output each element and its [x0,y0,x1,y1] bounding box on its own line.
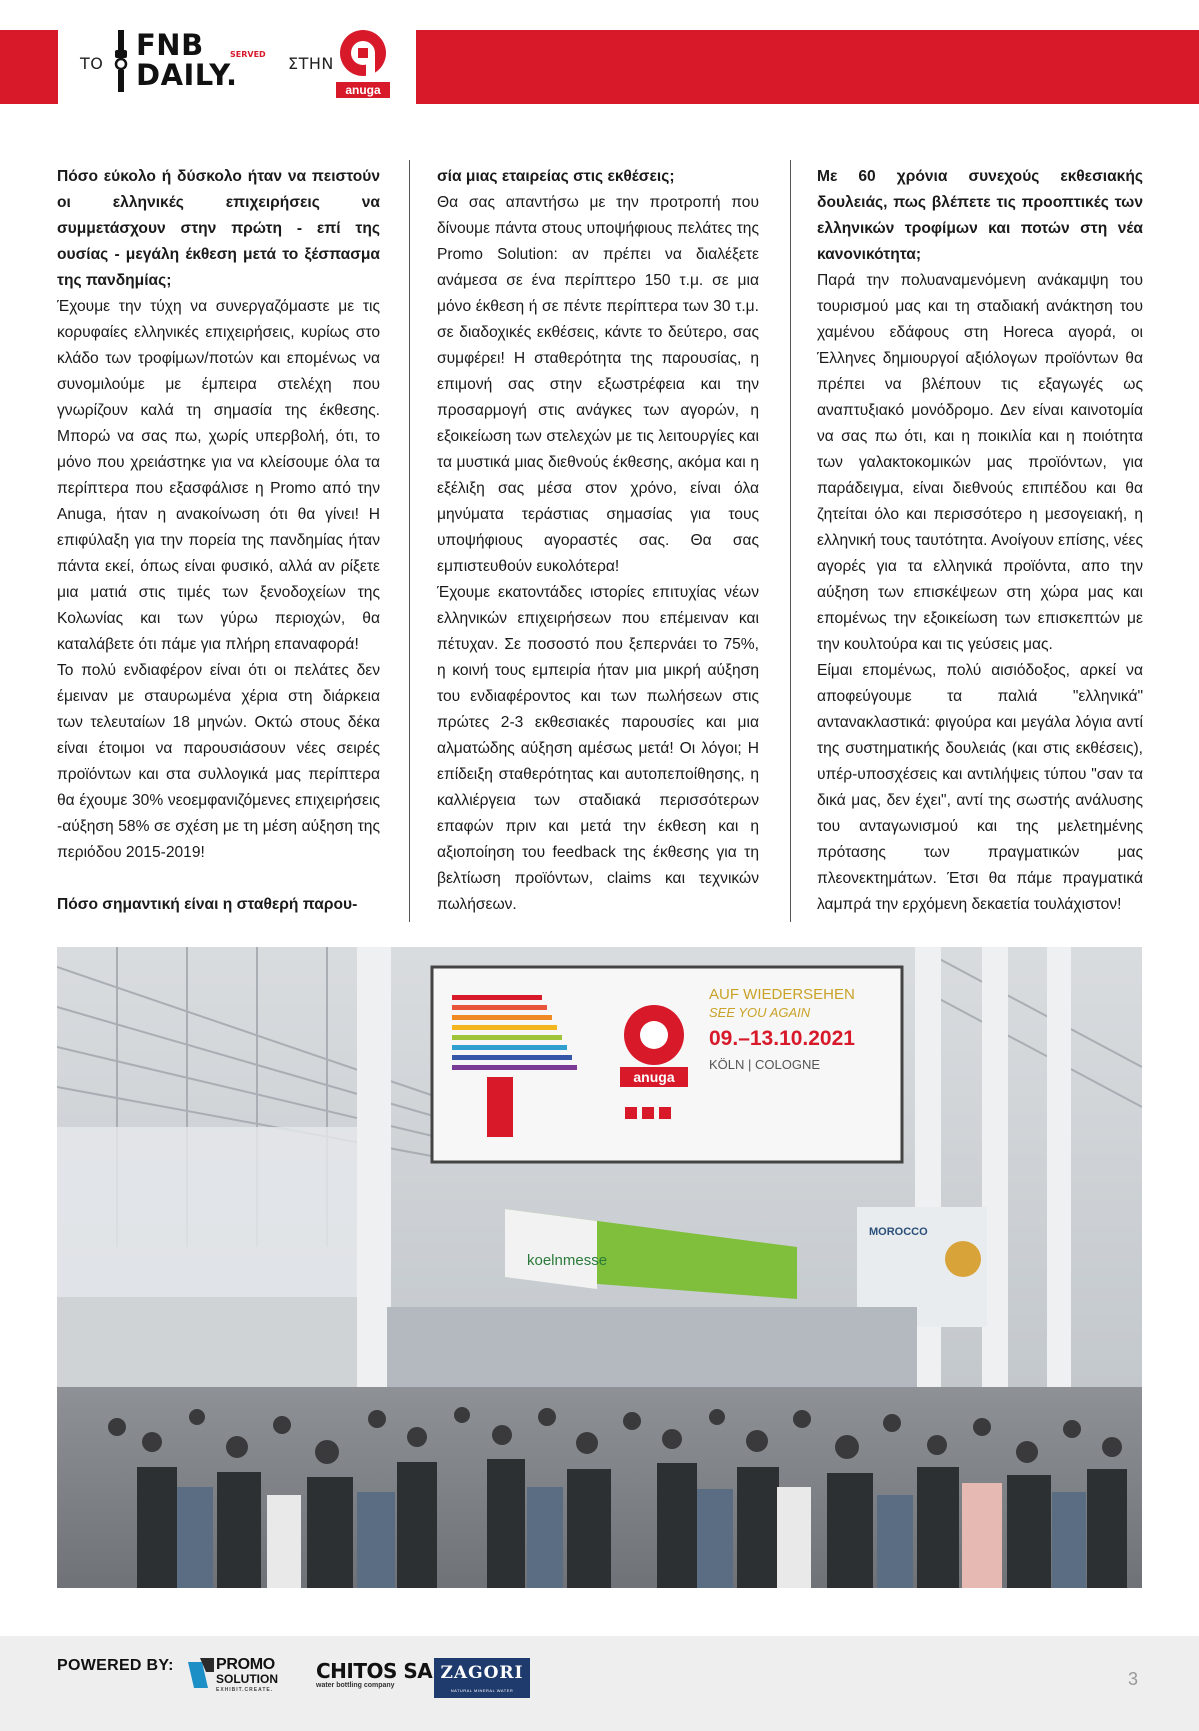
chitos-name: CHITOS SA [316,1659,433,1683]
banner-text: koelnmesse [527,1252,608,1269]
zagori-name: ZAGORI [440,1663,524,1683]
column-divider [409,160,410,922]
interview-question: σία μιας εταιρείας στις εκθέσεις; [437,168,675,185]
interview-answer: Είμαι επομένως, πολύ αισιόδοξος, αρκεί να αποφεύγουμε τα παλιά "ελληνικά" αντανακλαστικά: φιγούρα και μεγάλα λόγια αντί της συστηματικής δουλειάς (και στις εκθέσεις), υπέρ-υποσχέσεις και αντιλήψεις τύπου "σαν τα δικά μας, δεν έχει", αντί της σωστής ανάλυσης του ανταγωνισμού και της μελετημένης πρότασης των πραγματικών μας πλεονεκτημάτων. Έτσι θα πάμε πραγματικά λαμπρά την ερχόμενη δεκαετία τουλάχιστον! [817,662,1143,913]
interview-answer: Έχουμε εκατοντάδες ιστορίες επιτυχίας νέων ελληνικών επιχειρήσεων που επέμειναν και πέτυχαν. Σε ποσοστό που ξεπερνάει το 75%, η κοινή τους εμπειρία ήταν μια μικρή αύξηση του ενδιαφέροντος και των πωλήσεων στις πρώτες 2-3 εκθεσιακές παρουσίες και μια αλματώδης αύξηση αμέσως μετά! Οι λόγοι; Η επίδειξη σταθερότητας και αυτοπεποίθησης, η καλλιέργεια των σταδιακά περισσότερων επαφών πριν και μετά την έκθεση και η αξιοποίηση του feedback της έκθεσης για τη βελτίωση προϊόντων, claims και τεχνικών πωλήσεων. [437,584,759,913]
interview-question: Πόσο εύκολο ή δύσκολο ήταν να πειστούν οι ελληνικές επιχειρήσεις να συμμετάσχουν στην πρώτη - επί της ουσίας - μεγάλη έκθεση μετά το ξέσπασμα της πανδημίας; [57,168,380,289]
promo-line-1: PROMO [216,1656,275,1673]
booth-sign: MOROCCO [869,1226,928,1238]
chitos-logo [316,1660,432,1690]
brand-line-2: DAILY. [136,58,238,92]
zagori-logo [434,1658,530,1698]
paragraph-gap [57,866,380,892]
billboard-logo-text: anuga [633,1069,675,1085]
brand-tag: SERVED [230,50,266,59]
promo-tag: EXHIBIT.CREATE. [216,1687,274,1693]
interview-answer: Θα σας απαντήσω με την προτροπή που δίνουμε πάντα στους υποψήφιους πελάτες της Promo Solution: αν πρέπει να διαλέξετε ανάμεσα σε ένα περίπτερο 150 τ.μ. σε μια μόνο έκθεση ή σε πέντε περίπτερα των 30 τ.μ. σε διαδοχικές εκθέσεις, κάντε το δεύτερο, σας συμφέρει! Η σταθερότητα της παρουσίας, η επιμονή σας στην εξωστρέφεια και την προσαρμογή στις ανάγκες των αγορών, η εξοικείωση των στελεχών με τις λειτουργίες και τα μυστικά μιας διεθνούς έκθεσης, ακόμα και η εξέλιξη σας μέσα στον χρόνο, είναι όλα μηνύματα τεράστιας σημασίας για τους υποψήφιους αγοραστές σας. Θα σας εμπιστευθούν ευκολότερα! [437,194,759,575]
billboard-line-2: SEE YOU AGAIN [709,1005,811,1020]
billboard-line-1: AUF WIEDERSEHEN [709,986,855,1003]
anuga-logo-text: anuga [345,83,381,97]
anuga-logo [336,28,390,98]
article-column-3 [817,164,1143,918]
chitos-tag: water bottling company [316,1682,395,1689]
fork-knife-icon [112,30,130,92]
zagori-tag: NATURAL MINERAL WATER [450,1688,514,1693]
interview-answer: Το πολύ ενδιαφέρον είναι ότι οι πελάτες δεν έμειναν με σταυρωμένα χέρια στη διάρκεια των τελευταίων 18 μηνών. Οκτώ στους δέκα είναι έτοιμοι να παρουσιάσουν νέες σειρές προϊόντων και στα συλλογικά μας περίπτερα θα έχουμε 30% νεοεμφανιζόμενες επιχειρήσεις -αύξηση 58% σε σχέση με τη μέση αύξηση της περιόδου 2015-2019! [57,662,380,861]
column-divider [790,160,791,922]
powered-by-label: POWERED BY: [57,1657,174,1674]
promo-solution-logo [216,1657,278,1693]
exhibition-hall-photo [57,947,1142,1588]
promo-line-2: SOLUTION [216,1672,278,1686]
header-accent-bar-right [416,30,1199,104]
promo-solution-logo-mark [188,1658,214,1688]
fnb-daily-logo [136,30,237,90]
interview-question: Πόσο σημαντική είναι η σταθερή παρου- [57,896,358,913]
header-accent-bar-left [0,30,58,104]
article-column-2 [437,164,759,918]
interview-answer: Παρά την πολυαναμενόμενη ανάκαμψη του τουρισμού μας και τη σταδιακή ανάκτηση του χαμένου εδάφους στη Horeca αγορά, οι Έλληνες δημιουργοί αξιόλογων προϊόντων θα πρέπει να βλέπουν τις εξαγωγές ως αναπτυξιακό μονόδρομο. Δεν είναι καινοτομία να σας πω ότι, και η ποικιλία και η ποιότητα των γαλακτοκομικών μας προϊόντων, για παράδειγμα, είναι διεθνούς επιπέδου και θα ζητείται όλο και περισσότερο η μεσογειακή, η ελληνική τους ταυτότητα. Ανοίγουν επίσης, νέες αγορές για τα ελληνικά προϊόντα, απο την αύξηση των επισκέψεων στη χώρα μας και επομένως την εξοικείωση των επισκεπτών με την κουλτούρα και τις γεύσεις μας. [817,272,1143,653]
page-number: 3 [1128,1669,1139,1689]
interview-question: Με 60 χρόνια συνεχούς εκθεσιακής δουλειάς, πως βλέπετε τις προοπτικές των ελληνικών τροφίμων και ποτών στη νέα κανονικότητα; [817,168,1143,263]
page-footer [0,1636,1199,1731]
billboard-city: KÖLN | COLOGNE [709,1057,821,1072]
brand-line-1: FNB [136,28,204,62]
header-prefix: ΤΟ [80,54,104,73]
billboard-dates: 09.–13.10.2021 [709,1027,855,1050]
interview-answer: Έχουμε την τύχη να συνεργαζόμαστε με τις κορυφαίες ελληνικές επιχειρήσεις, κυρίως στο κλάδο των τροφίμων/ποτών και επομένως να συνομιλούμε με έμπειρα στελέχη που γνωρίζουν καλά τη σημασία της έκθεσης. Μπορώ να σας πω, χωρίς υπερβολή, ότι, το μόνο που χρειάστηκε για να κλείσουμε όλα τα περίπτερα που εξασφάλισε η Promo από την Anuga, ήταν η ανακοίνωση ότι θα γίνει! Η επιφύλαξη για την πορεία της πανδημίας ήταν πάντα εκεί, όπως είναι φυσικό, αλλά αν ρίξετε μια ματιά στις τιμές των ξενοδοχείων της Κολωνίας και των γύρω περιοχών, θα καταλάβετε ότι πάμε για πλήρη επαναφορά! [57,298,380,653]
header-connector: ΣΤΗΝ [288,54,334,73]
article-column-1 [57,164,380,918]
